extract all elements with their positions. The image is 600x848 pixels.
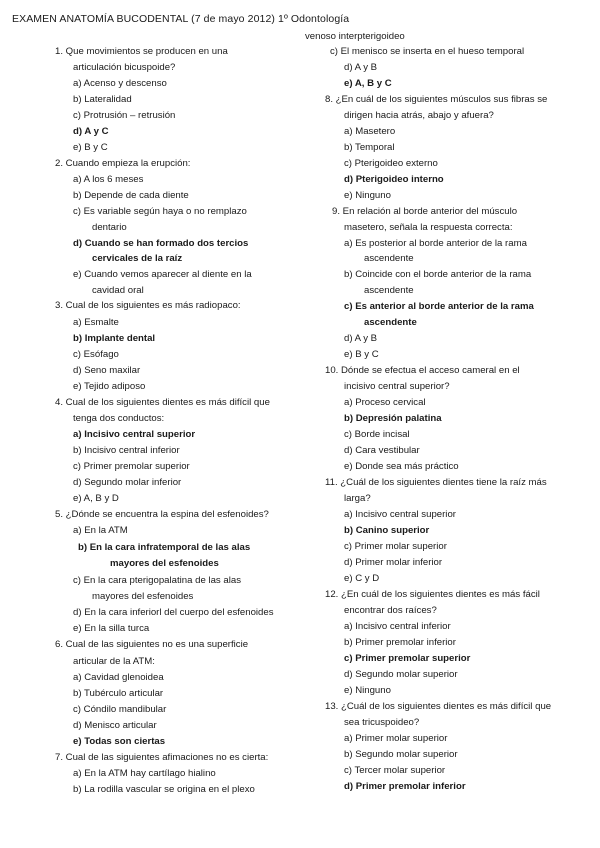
text-line-tenga-dos-conductos: tenga dos conductos: [73, 413, 165, 424]
question-8-en-cual-de-los-siguientes-musculos-sus: 8. ¿En cuál de los siguientes músculos sus fibras se [325, 94, 548, 105]
answer-option-c-esofago: c) Esófago [73, 349, 119, 360]
answer-option-a-cavidad-glenoidea: a) Cavidad glenoidea [73, 672, 164, 683]
question-12-en-cual-de-los-siguientes-dientes-es-: 12. ¿En cuál de los siguientes dientes es más fácil [325, 589, 540, 600]
text-line-encontrar-dos-raices: encontrar dos raíces? [344, 605, 437, 616]
answer-option-d-en-la-cara-inferiorl-del-cuerpo-del-es: d) En la cara inferiorl del cuerpo del esfenoides [73, 607, 274, 618]
answer-option-a-incisivo-central-superior: a) Incisivo central superior [73, 429, 196, 440]
answer-option-d-a-y-b: d) A y B [344, 62, 378, 73]
answer-option-b-la-rodilla-vascular-se-origina-en-el-p: b) La rodilla vascular se origina en el plexo [73, 784, 255, 795]
answer-option-d-cara-vestibular: d) Cara vestibular [344, 445, 420, 456]
answer-option-b-primer-premolar-inferior: b) Primer premolar inferior [344, 637, 456, 648]
answer-option-e-todas-son-ciertas: e) Todas son ciertas [73, 736, 166, 747]
answer-option-b-temporal: b) Temporal [344, 142, 395, 153]
answer-option-a-proceso-cervical: a) Proceso cervical [344, 397, 426, 408]
text-line-masetero-senala-la-respuesta-correcta: masetero, señala la respuesta correcta: [344, 222, 513, 233]
text-line-ascendente: ascendente [364, 253, 414, 264]
answer-option-c-pterigoideo-externo: c) Pterigoideo externo [344, 158, 438, 169]
answer-option-d-a-y-b: d) A y B [344, 333, 378, 344]
answer-option-a-incisivo-central-inferior: a) Incisivo central inferior [344, 621, 451, 632]
text-line-articulacion-bicuspoide: articulación bicuspoide? [73, 62, 176, 73]
answer-option-e-a-b-y-d: e) A, B y D [73, 493, 119, 504]
answer-option-d-primer-molar-inferior: d) Primer molar inferior [344, 557, 443, 568]
answer-option-e-tejido-adiposo: e) Tejido adiposo [73, 381, 146, 392]
answer-option-a-primer-molar-superior: a) Primer molar superior [344, 733, 448, 744]
answer-option-c-en-la-cara-pterigopalatina-de-las-alas: c) En la cara pterigopalatina de las alas [73, 575, 241, 586]
answer-option-c-es-anterior-al-borde-anterior-de-la-ra: c) Es anterior al borde anterior de la rama [344, 301, 534, 312]
text-line-venoso-interpterigoideo: venoso interpterigoideo [305, 31, 405, 42]
answer-option-b-en-la-cara-infratemporal-de-las-alas: b) En la cara infratemporal de las alas [78, 542, 251, 553]
answer-option-c-tercer-molar-superior: c) Tercer molar superior [344, 765, 446, 776]
answer-option-a-esmalte: a) Esmalte [73, 317, 119, 328]
answer-option-c-primer-molar-superior: c) Primer molar superior [344, 541, 447, 552]
text-line-cervicales-de-la-raiz: cervicales de la raíz [92, 253, 183, 264]
answer-option-c-el-menisco-se-inserta-en-el-hueso-temp: c) El menisco se inserta en el hueso temporal [330, 46, 525, 57]
answer-option-e-c-y-d: e) C y D [344, 573, 380, 584]
text-line-articular-de-la-atm: articular de la ATM: [73, 656, 155, 667]
question-7-cual-de-las-siguientes-afimaciones-no-: 7. Cual de las siguientes afimaciones no es cierta: [55, 752, 269, 763]
answer-option-b-tuberculo-articular: b) Tubérculo articular [73, 688, 164, 699]
answer-option-d-cuando-se-han-formado-dos-tercios: d) Cuando se han formado dos tercios [73, 238, 249, 249]
answer-option-a-es-posterior-al-borde-anterior-de-la-r: a) Es posterior al borde anterior de la rama [344, 238, 527, 249]
answer-option-b-incisivo-central-inferior: b) Incisivo central inferior [73, 445, 180, 456]
answer-option-d-primer-premolar-inferior: d) Primer premolar inferior [344, 781, 466, 792]
answer-option-a-incisivo-central-superior: a) Incisivo central superior [344, 509, 456, 520]
answer-option-e-donde-sea-mas-practico: e) Donde sea más práctico [344, 461, 459, 472]
answer-option-a-en-la-atm-hay-cartilago-hialino: a) En la ATM hay cartílago hialino [73, 768, 216, 779]
question-1-que-movimientos-se-producen-en-una: 1. Que movimientos se producen en una [55, 46, 228, 57]
answer-option-c-primer-premolar-superior: c) Primer premolar superior [73, 461, 190, 472]
answer-option-e-b-y-c: e) B y C [344, 349, 379, 360]
question-11-cual-de-los-siguientes-dientes-tiene-: 11. ¿Cuál de los siguientes dientes tiene la raíz más [325, 477, 547, 488]
answer-option-c-protrusion-retrusion: c) Protrusión – retrusión [73, 110, 176, 121]
answer-option-e-b-y-c: e) B y C [73, 142, 108, 153]
text-line-ascendente: ascendente [364, 317, 417, 328]
answer-option-b-implante-dental: b) Implante dental [73, 333, 156, 344]
answer-option-b-coincide-con-el-borde-anterior-de-la-r: b) Coincide con el borde anterior de la rama [344, 269, 532, 280]
text-line-larga: larga? [344, 493, 371, 504]
answer-option-b-segundo-molar-superior: b) Segundo molar superior [344, 749, 458, 760]
answer-option-c-borde-incisal: c) Borde incisal [344, 429, 410, 440]
question-3-cual-de-los-siguientes-es-mas-radiopac: 3. Cual de los siguientes es más radiopaco: [55, 300, 241, 311]
answer-option-d-menisco-articular: d) Menisco articular [73, 720, 157, 731]
answer-option-e-en-la-silla-turca: e) En la silla turca [73, 623, 150, 634]
page-title: EXAMEN ANATOMÍA BUCODENTAL (7 de mayo 2012) 1º Odontología [12, 13, 350, 25]
text-line-mayores-del-esfenoides: mayores del esfenoides [92, 591, 194, 602]
answer-option-b-depresion-palatina: b) Depresión palatina [344, 413, 442, 424]
text-line-cavidad-oral: cavidad oral [92, 285, 144, 296]
answer-option-e-cuando-vemos-aparecer-al-diente-en-la: e) Cuando vemos aparecer al diente en la [73, 269, 252, 280]
answer-option-c-condilo-mandibular: c) Cóndilo mandibular [73, 704, 167, 715]
answer-option-c-primer-premolar-superior: c) Primer premolar superior [344, 653, 471, 664]
answer-option-d-pterigoideo-interno: d) Pterigoideo interno [344, 174, 444, 185]
answer-option-a-en-la-atm: a) En la ATM [73, 525, 128, 536]
text-line-sea-tricuspoideo: sea tricuspoideo? [344, 717, 420, 728]
question-6-cual-de-las-siguientes-no-es-una-super: 6. Cual de las siguientes no es una superficie [55, 639, 249, 650]
answer-option-d-segundo-molar-inferior: d) Segundo molar inferior [73, 477, 182, 488]
question-9-en-relacion-al-borde-anterior-del-musc: 9. En relación al borde anterior del músculo [332, 206, 518, 217]
text-line-ascendente: ascendente [364, 285, 414, 296]
answer-option-b-canino-superior: b) Canino superior [344, 525, 430, 536]
answer-option-b-lateralidad: b) Lateralidad [73, 94, 132, 105]
answer-option-a-acenso-y-descenso: a) Acenso y descenso [73, 78, 167, 89]
question-10-donde-se-efectua-el-acceso-cameral-en: 10. Dónde se efectua el acceso cameral en el [325, 365, 520, 376]
text-line-mayores-del-esfenoides: mayores del esfenoides [110, 558, 219, 569]
text-line-incisivo-central-superior: incisivo central superior? [344, 381, 450, 392]
answer-option-e-ninguno: e) Ninguno [344, 685, 391, 696]
question-13-cual-de-los-siguientes-dientes-es-mas: 13. ¿Cuál de los siguientes dientes es más difícil que [325, 701, 552, 712]
answer-option-d-a-y-c: d) A y C [73, 126, 109, 137]
answer-option-e-ninguno: e) Ninguno [344, 190, 391, 201]
question-2-cuando-empieza-la-erupcion: 2. Cuando empieza la erupción: [55, 158, 191, 169]
text-line-dentario: dentario [92, 222, 127, 233]
answer-option-b-depende-de-cada-diente: b) Depende de cada diente [73, 190, 189, 201]
answer-option-e-a-b-y-c: e) A, B y C [344, 78, 392, 89]
answer-option-a-a-los-6-meses: a) A los 6 meses [73, 174, 144, 185]
answer-option-d-segundo-molar-superior: d) Segundo molar superior [344, 669, 458, 680]
question-5-donde-se-encuentra-la-espina-del-esfen: 5. ¿Dónde se encuentra la espina del esfenoides? [55, 509, 269, 520]
answer-option-a-masetero: a) Masetero [344, 126, 396, 137]
answer-option-d-seno-maxilar: d) Seno maxilar [73, 365, 141, 376]
text-line-dirigen-hacia-atras-abajo-y-afuera: dirigen hacia atrás, abajo y afuera? [344, 110, 494, 121]
answer-option-c-es-variable-segun-haya-o-no-remplazo: c) Es variable según haya o no remplazo [73, 206, 247, 217]
question-4-cual-de-los-siguientes-dientes-es-mas-: 4. Cual de los siguientes dientes es más difícil que [55, 397, 270, 408]
